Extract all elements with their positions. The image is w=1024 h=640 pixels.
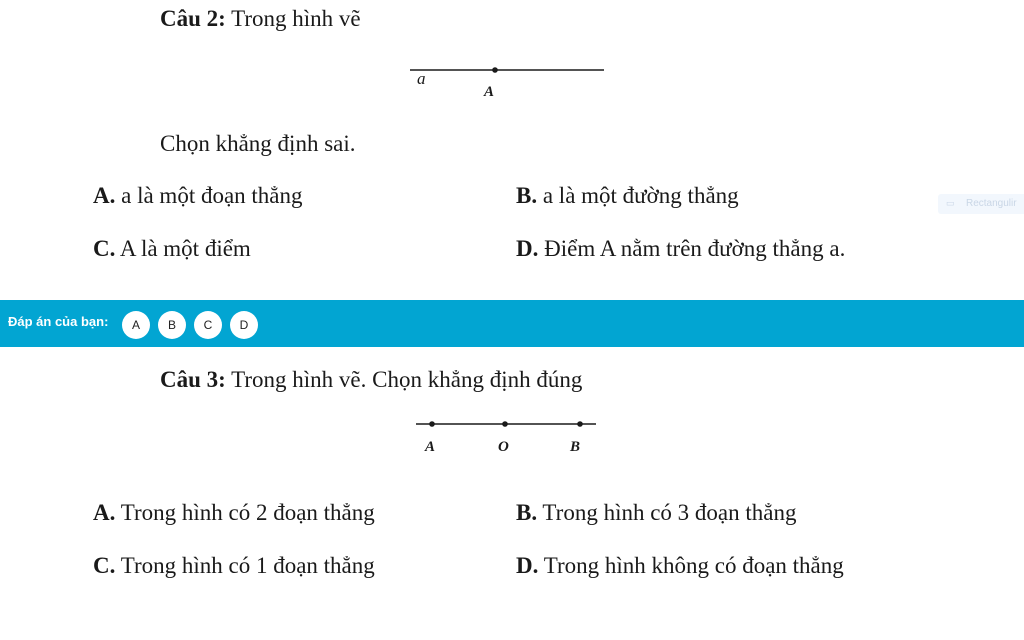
point-label-B: B [570, 439, 581, 455]
q3-option-a-key: A. [93, 500, 116, 525]
q2-option-a [93, 183, 303, 209]
q2-option-c [93, 236, 251, 262]
rectangle-tool-label: Rectangulir [966, 198, 1017, 209]
q3-option-d [516, 553, 844, 579]
point-A-dot [429, 421, 435, 427]
q3-option-d-key: D. [516, 553, 539, 578]
q2-option-b-text: a là một đường thẳng [537, 183, 739, 208]
point-O-dot [502, 421, 508, 427]
rectangle-tool-chip[interactable] [938, 194, 1024, 214]
q2-option-d-text: Điểm A nằm trên đường thẳng a. [538, 236, 846, 261]
q3-option-c-key: C. [93, 553, 116, 578]
question-3-number: Câu 3: [160, 367, 226, 392]
point-label-A: A [425, 439, 436, 455]
q3-option-a [93, 500, 375, 526]
q2-option-d [516, 236, 845, 262]
q3-option-c-text: Trong hình có 1 đoạn thẳng [115, 553, 375, 578]
question-2-instruction: Chọn khẳng định sai. [160, 131, 356, 156]
point-B-dot [577, 421, 583, 427]
question-2-title-text: Trong hình vẽ [225, 6, 361, 31]
q3-option-b-text: Trong hình có 3 đoạn thẳng [537, 500, 797, 525]
question-3-title [160, 367, 582, 393]
answer-choice-c-button[interactable]: C [194, 311, 222, 339]
q2-option-a-key: A. [93, 183, 116, 208]
question-3-figure [410, 414, 610, 460]
q3-option-b [516, 500, 796, 526]
answer-choice-a-button[interactable]: A [122, 311, 150, 339]
question-2-title [160, 6, 361, 32]
answer-choice-d-button[interactable]: D [230, 311, 258, 339]
rectangle-icon: ▭ [946, 198, 955, 208]
q2-option-b-key: B. [516, 183, 538, 208]
point-label-O: O [498, 439, 509, 455]
q2-option-a-text: a là một đoạn thẳng [115, 183, 303, 208]
point-a-dot [492, 67, 498, 73]
q2-option-c-key: C. [93, 236, 116, 261]
q3-option-c [93, 553, 375, 579]
question-2-figure [400, 60, 620, 104]
q3-option-a-text: Trong hình có 2 đoạn thẳng [115, 500, 375, 525]
line-label-a: a [417, 69, 426, 88]
answer-choice-b-button[interactable]: B [158, 311, 186, 339]
q3-option-b-key: B. [516, 500, 538, 525]
answer-bar [0, 300, 1024, 347]
question-3-title-text: Trong hình vẽ. Chọn khẳng định đúng [225, 367, 583, 392]
q3-option-d-text: Trong hình không có đoạn thẳng [538, 553, 844, 578]
point-label-A: A [484, 84, 495, 100]
answer-label: Đáp án của bạn: [8, 314, 109, 329]
q2-option-b [516, 183, 739, 209]
question-2-number: Câu 2: [160, 6, 226, 31]
q2-option-c-text: A là một điểm [115, 236, 251, 261]
q2-option-d-key: D. [516, 236, 539, 261]
